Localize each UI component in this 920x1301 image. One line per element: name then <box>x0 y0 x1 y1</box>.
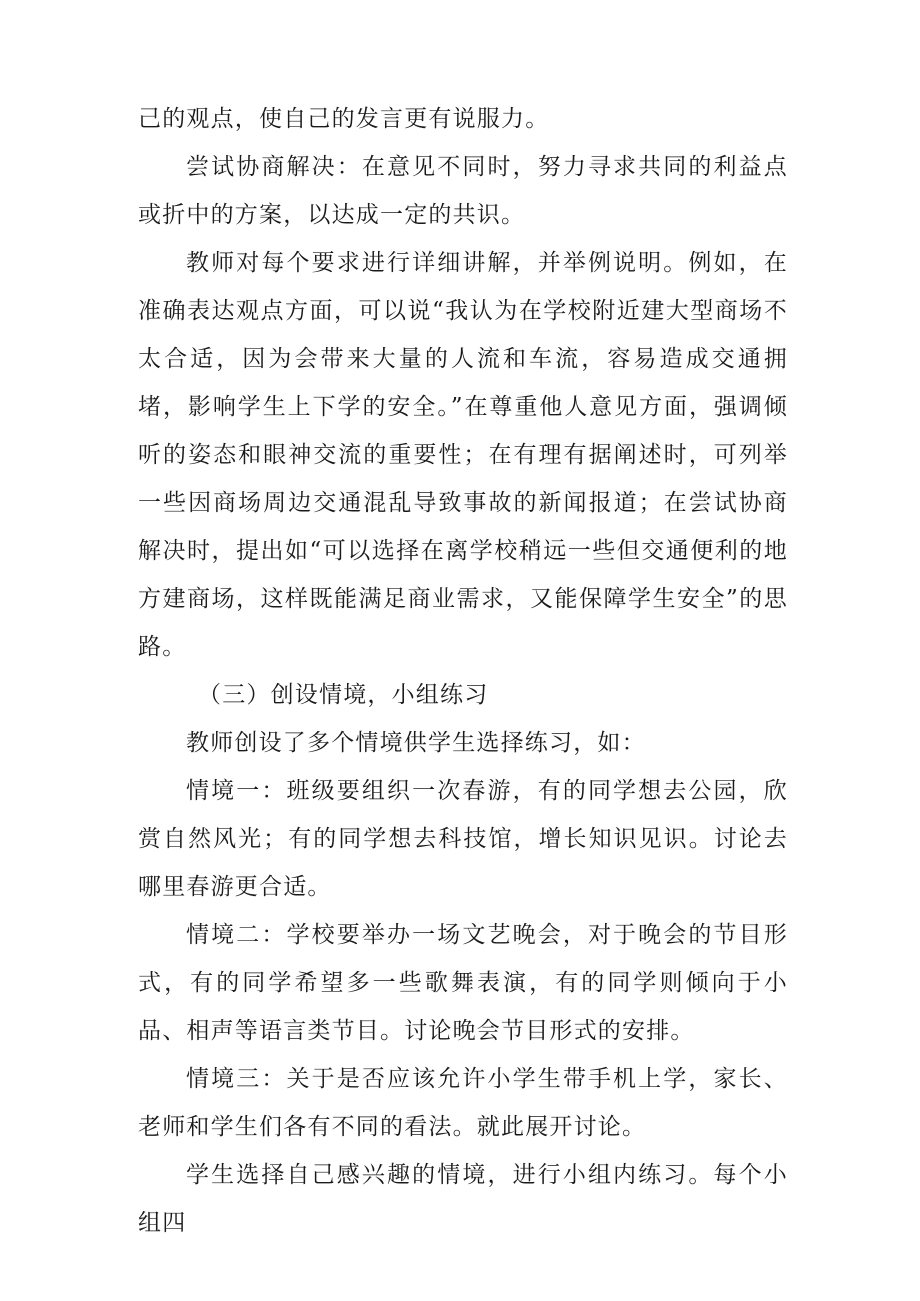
paragraph-scenario-two: 情境二：学校要举办一场文艺晚会，对于晚会的节目形式，有的同学希望多一些歌舞表演，有的同学则倾向于小品、相声等语言类节目。讨论晚会节目形式的安排。 <box>138 922 788 1044</box>
paragraph-scenarios-intro: 教师创设了多个情境供学生选择练习，如： <box>186 730 646 756</box>
section-heading: （三）创设情境，小组练习 <box>198 682 489 708</box>
paragraph-group-practice: 学生选择自己感兴趣的情境，进行小组内练习。每个小组四 <box>138 1162 788 1236</box>
document-body <box>138 95 788 1247</box>
paragraph-scenario-three: 情境三：关于是否应该允许小学生带手机上学，家长、老师和学生们各有不同的看法。就此展开讨论。 <box>138 1066 788 1140</box>
paragraph-teacher-explanation: 教师对每个要求进行详细讲解，并举例说明。例如，在准确表达观点方面，可以说“我认为在学校附近建大型商场不太合适，因为会带来大量的人流和车流，容易造成交通拥堵，影响学生上下学的安全。”在尊重他人意见方面，强调倾听的姿态和眼神交流的重要性；在有理有据阐述时，可列举一些因商场周边交通混乱导致事故的新闻报道；在尝试协商解决时，提出如“可以选择在离学校稍远一些但交通便利的地方建商场，这样既能满足商业需求，又能保障学生安全”的思路。 <box>138 250 788 660</box>
paragraph-scenario-one: 情境一：班级要组织一次春游，有的同学想去公园，欣赏自然风光；有的同学想去科技馆，增长知识见识。讨论去哪里春游更合适。 <box>138 778 788 900</box>
paragraph-negotiate: 尝试协商解决：在意见不同时，努力寻求共同的利益点或折中的方案，以达成一定的共识。 <box>138 154 788 228</box>
paragraph-continuation: 己的观点，使自己的发言更有说服力。 <box>138 106 550 132</box>
